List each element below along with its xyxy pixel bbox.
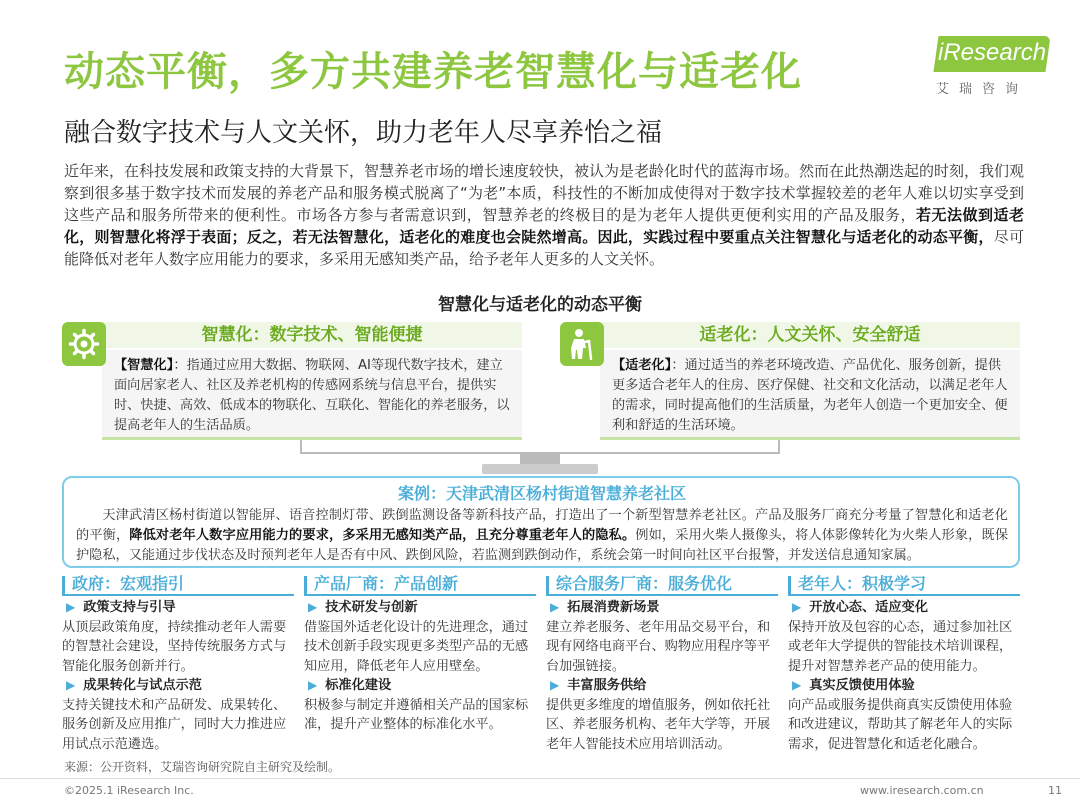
column-subtext: 向产品或服务提供商真实反馈使用体验和改进建议，帮助其了解老年人的实际需求，促进智慧化和适老化融合。	[788, 697, 1013, 752]
age-friendly-panel	[560, 322, 1020, 440]
smart-panel	[62, 322, 522, 440]
page-title: 动态平衡，多方共建养老智慧化与适老化	[64, 49, 802, 95]
logo-subtitle: 艾瑞咨询	[936, 82, 1029, 97]
triangle-right-icon: ▶	[550, 600, 560, 614]
column-subtext: 保持开放及包容的心态，通过参加社区或老年大学提供的智能技术培训课程，提升对智慧养老产品的使用能力。	[788, 619, 1013, 674]
column-marker	[788, 576, 791, 594]
column-subheading: ▶ 丰富服务供给	[550, 678, 647, 693]
elderly-person-icon	[560, 322, 604, 366]
intro-text-bold: 若无法做到适老化，则智慧化将浮于表面；反之，若无法智慧化，适老化的难度也会陡然增高。因此，实践过程中要重点关注智慧化与适老化的动态平衡，	[64, 206, 1024, 246]
column-heading: 政府：宏观指引	[62, 574, 294, 596]
column-heading: 老年人：积极学习	[788, 574, 1020, 596]
stakeholder-columns	[62, 574, 1022, 754]
triangle-right-icon: ▶	[308, 678, 318, 692]
column-marker	[62, 576, 65, 594]
intro-text-end: 尽可能降低对老年人数字应用能力的要求，多采用无感知类产品，给予老年人更多的人文关怀。	[64, 228, 1024, 268]
page-number: 11	[1048, 784, 1062, 797]
triangle-right-icon: ▶	[308, 600, 318, 614]
column-subheading: ▶ 拓展消费新场景	[550, 600, 660, 615]
column-subheading: ▶ 标准化建设	[308, 678, 392, 693]
intro-text-a: 近年来，在科技发展和政策支持的大背景下，智慧养老市场的增长速度较快，被认为是老龄化时代的蓝海市场。然而在此热潮迭起的时刻，我们观察到很多基于数字技术而发展的养老产品和服务模式脱离了“为老”本质，科技性的不断加成使得对于数字技术掌握较差的老年人难以切实享受到这些产品和服务所带来的便利性。市场各方参与者需意识到，智慧养老的终极目的是为老年人提供更便利实用的产品及服务，	[64, 162, 1025, 224]
column-marker	[546, 576, 549, 594]
column-subtext: 建立养老服务、老年用品交易平台，和现有网络电商平台、购物应用程序等平台加强链接。	[546, 619, 771, 674]
page-subtitle: 融合数字技术与人文关怀，助力老年人尽享养怡之福	[64, 118, 663, 148]
triangle-right-icon: ▶	[66, 600, 76, 614]
column-body	[546, 598, 778, 754]
column-body	[788, 598, 1020, 754]
column-elderly	[788, 574, 1020, 754]
case-box	[62, 476, 1020, 568]
column-subheading: ▶ 真实反馈使用体验	[792, 678, 915, 693]
iresearch-logo	[932, 36, 1048, 98]
gear-brain-icon	[62, 322, 106, 366]
triangle-right-icon: ▶	[792, 600, 802, 614]
column-subtext: 提供更多维度的增值服务，例如依托社区、养老服务机构、老年大学等，开展老年人智能技术应用培训活动。	[546, 697, 771, 752]
age-friendly-panel-title: 适老化：人文关怀、安全舒适	[600, 322, 1020, 348]
smart-panel-body	[102, 350, 522, 440]
smart-panel-title: 智慧化：数字技术、智能便捷	[102, 322, 522, 348]
case-text-a: 天津武清区杨村街道以智能屏、语音控制灯带、跌倒监测设备等新科技产品，打造出了一个新型智慧养老社区。产品及服务厂商充分考量了智慧化和适老化的平衡，	[76, 508, 1008, 543]
footer-copyright: ©2025.1 iResearch Inc.	[64, 784, 194, 797]
balance-base	[482, 464, 598, 474]
column-subheading: ▶ 技术研发与创新	[308, 600, 418, 615]
column-body	[304, 598, 536, 735]
column-heading: 产品厂商：产品创新	[304, 574, 536, 596]
column-heading: 综合服务厂商：服务优化	[546, 574, 778, 596]
age-friendly-panel-tag: 【适老化】	[612, 358, 672, 373]
smart-panel-tag: 【智慧化】	[114, 358, 174, 373]
age-friendly-panel-text: ：通过适当的养老环境改造、产品优化、服务创新，提供更多适合老年人的住房、医疗保健、社交和文化活动，以满足老年人的需求，同时提高他们的生活质量，为老年人创造一个更加安全、便利和舒适的生活环境。	[612, 358, 1008, 433]
smart-panel-text: ：指通过应用大数据、物联网、AI等现代数字技术，建立面向居家老人、社区及养老机构的传感网系统与信息平台，提供实时、快捷、高效、低成本的物联化、互联化、智能化的养老服务，以提高老年人的生活品质。	[114, 358, 510, 433]
case-title: 案例：天津武清区杨村街道智慧养老社区	[397, 484, 686, 503]
case-text	[76, 506, 1008, 566]
source-note: 来源：公开资料，艾瑞咨询研究院自主研究及绘制。	[64, 760, 341, 774]
diagram-heading: 智慧化与适老化的动态平衡	[438, 295, 642, 315]
column-product-makers	[304, 574, 536, 754]
column-body	[62, 598, 294, 754]
balance-connector	[300, 440, 780, 454]
triangle-right-icon: ▶	[550, 678, 560, 692]
column-service-providers	[546, 574, 778, 754]
column-subheading: ▶ 成果转化与试点示范	[66, 678, 202, 693]
column-subtext: 借鉴国外适老化设计的先进理念，通过技术创新手段实现更多类型产品的无感知应用，降低老年人应用壁垒。	[304, 619, 529, 674]
column-subtext: 积极参与制定并遵循相关产品的国家标准，提升产业整体的标准化水平。	[304, 697, 529, 732]
column-subtext: 从顶层政策角度，持续推动老年人需要的智慧社会建设，坚持传统服务方式与智能化服务创新并行。	[62, 619, 287, 674]
case-text-b: 例如，采用火柴人摄像头，将人体影像转化为火柴人形象，既保护隐私，又能通过步伐状态及时预判老年人是否有中风、跌倒风险，若监测到跌倒动作，系统会第一时间向社区平台报警，并发送信息通知家属。	[76, 528, 1009, 563]
logo-text: iResearch	[938, 39, 1047, 66]
triangle-right-icon: ▶	[66, 678, 76, 692]
column-government	[62, 574, 294, 754]
age-friendly-panel-body	[600, 350, 1020, 440]
column-subtext: 支持关键技术和产品研发、成果转化、服务创新及应用推广，同时大力推进应用试点示范遴选。	[62, 697, 287, 752]
triangle-right-icon: ▶	[792, 678, 802, 692]
case-text-bold: 降低对老年人数字应用能力的要求，多采用无感知类产品，且充分尊重老年人的隐私。	[129, 528, 636, 543]
footer-url[interactable]: www.iresearch.com.cn	[860, 784, 984, 797]
intro-paragraph	[64, 160, 1024, 270]
column-subheading: ▶ 政策支持与引导	[66, 600, 176, 615]
footer-divider	[0, 778, 1080, 779]
column-subheading: ▶ 开放心态、适应变化	[792, 600, 928, 615]
column-marker	[304, 576, 307, 594]
